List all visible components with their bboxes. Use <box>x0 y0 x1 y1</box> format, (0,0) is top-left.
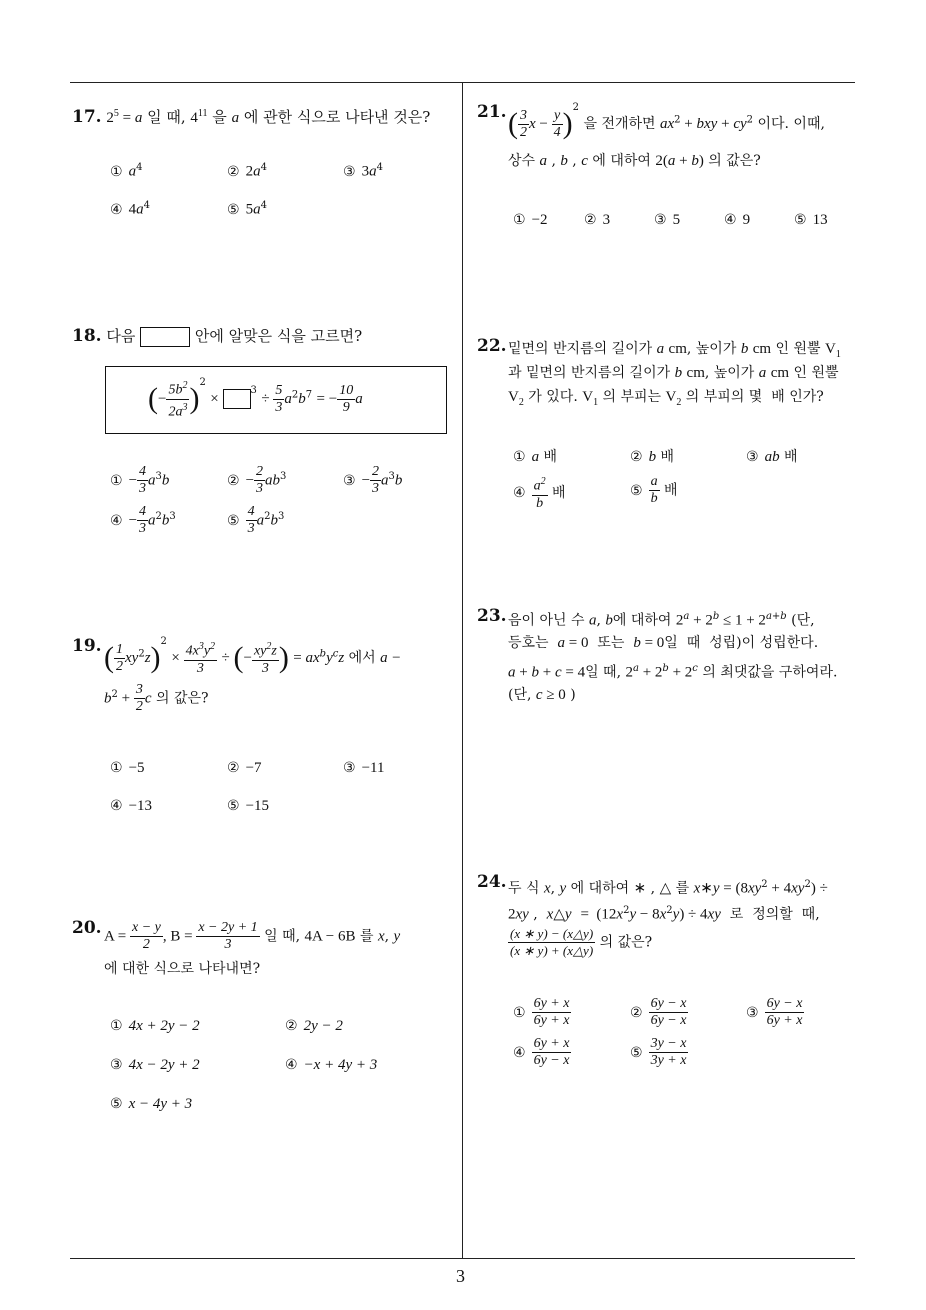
choice-4[interactable]: ④ − $\frac{4}{3}$ $a^2b^3$ <box>110 504 176 536</box>
stem-tail: 의 값은? <box>155 690 209 707</box>
choice-5[interactable]: ⑤ $\frac{a}{b}$ 배 <box>630 474 678 506</box>
choice-4[interactable]: ④ −x + 4y + 3 <box>285 1057 378 1073</box>
choice-3[interactable]: ③ $\frac{6y - x}{6y + x}$ <box>746 996 803 1028</box>
stem-tail: 의 값은? <box>599 934 653 951</box>
question-21-stem-line2: 상수 a , b , c 에 대하여 2(a + b) 의 값은? <box>508 153 761 169</box>
choice-4[interactable]: ④ $4a^4$ <box>110 200 150 218</box>
stem-after: 안에 알맞은 식을 고르면? <box>194 327 363 345</box>
question-number: 18. <box>72 326 102 346</box>
choice-4[interactable]: ④ 9 <box>724 212 751 228</box>
choice-5[interactable]: ⑤ $\frac{3y - x}{3y + x}$ <box>630 1036 687 1068</box>
choice-1[interactable]: ① $\frac{6y + x}{6y + x}$ <box>513 996 570 1028</box>
choice-3[interactable]: ③ 5 <box>654 212 681 228</box>
page-number: 3 <box>456 1266 465 1286</box>
choice-2[interactable]: ② $2a^4$ <box>227 162 267 180</box>
choice-1[interactable]: ① a 배 <box>513 449 558 465</box>
question-18 <box>72 322 457 350</box>
question-17 <box>72 100 457 132</box>
question-24-line2: 2xy , x△y = $(12x^2y - 8x^2y) \div 4xy$ 로 정의할 때, <box>508 905 820 923</box>
choice-1[interactable]: ① 4x + 2y − 2 <box>110 1018 200 1034</box>
choice-3[interactable]: ③ − $\frac{2}{3}$ $a^3b$ <box>343 464 403 496</box>
question-number-24: 24. <box>477 872 507 892</box>
question-number-19: 19. <box>72 636 102 656</box>
choice-4[interactable]: ④ $\frac{a^2}{b}$ 배 <box>513 476 566 511</box>
choice-2[interactable]: ② − $\frac{2}{3}$ $ab^3$ <box>227 464 287 496</box>
question-24-line3: $\frac{(x ∗ y) - (x\triangle y)}{(x ∗ y) + (x\triangle y)}$ 의 값은? <box>510 926 653 958</box>
choice-2[interactable]: ② b 배 <box>630 449 675 465</box>
choice-5[interactable]: ⑤ 13 <box>794 212 828 228</box>
answer-blank-box <box>140 327 190 347</box>
choice-5[interactable]: ⑤ $\frac{4}{3}$ $a^2b^3$ <box>227 504 285 536</box>
question-22-line2: 과 밑면의 반지름의 길이가 b cm, 높이가 a cm 인 원뿔 <box>508 365 839 381</box>
choice-4[interactable]: ④ $\frac{6y + x}{6y - x}$ <box>513 1036 570 1068</box>
choice-5[interactable]: ⑤ x − 4y + 3 <box>110 1096 193 1112</box>
bottom-rule <box>70 1258 855 1259</box>
question-stem: $2^5 = a$ 일 때, $4^{11}$ 을 a 에 관한 식으로 나타낸 것은? <box>106 108 431 126</box>
question-23-line2: 등호는 a = 0 또는 b = 0일 때 성립)이 성립한다. <box>508 635 819 651</box>
question-23-line3: a + b + c = 4일 때, $2^a + 2^b + 2^c$ 의 최댓값을 구하여라. <box>508 663 838 681</box>
question-number-22: 22. <box>477 336 507 356</box>
choice-2[interactable]: ② $\frac{6y - x}{6y - x}$ <box>630 996 687 1028</box>
question-22-line1: 밑면의 반지름의 길이가 a cm, 높이가 b cm 인 원뿔 $V_1$ <box>508 341 841 360</box>
choice-2[interactable]: ② −7 <box>227 760 262 776</box>
choice-3[interactable]: ③ 4x − 2y + 2 <box>110 1057 200 1073</box>
stem-suffix: 에서 <box>348 650 376 666</box>
question-22-line3: $V_2$ 가 있다. $V_1$ 의 부피는 $V_2$ 의 부피의 몇 배 인가? <box>508 389 824 408</box>
choice-4[interactable]: ④ −13 <box>110 798 153 814</box>
choice-2[interactable]: ② 2y − 2 <box>285 1018 343 1034</box>
choice-1[interactable]: ① −2 <box>513 212 548 228</box>
choice-5[interactable]: ⑤ $5a^4$ <box>227 200 267 218</box>
stem-before: 다음 <box>106 327 136 345</box>
question-20-stem-line2: 에 대한 식으로 나타내면? <box>104 961 261 977</box>
choice-1[interactable]: ① −5 <box>110 760 145 776</box>
column-divider <box>462 82 463 1258</box>
question-24-line1: 두 식 x, y 에 대하여 ∗ , △ 를 x∗y = $(8xy^2 + 4xy^2)$ ÷ <box>508 879 828 897</box>
choice-1[interactable]: ① − $\frac{4}{3}$ $a^3b$ <box>110 464 170 496</box>
question-number-20: 20. <box>72 918 102 938</box>
choice-3[interactable]: ③ $3a^4$ <box>343 162 383 180</box>
question-23-line1: 음이 아닌 수 a, b에 대하여 $2^a + 2^b \le 1 + 2^{a+b}$ (단, <box>508 611 815 629</box>
equation: (− $\frac{5b^2}{2a^3}$ )$^2$ × $^3$ ÷ $\frac{5}{3}$ $a^2b^7$ = − $\frac{10}{9}$ a <box>148 377 363 420</box>
choice-3[interactable]: ③ ab 배 <box>746 449 798 465</box>
question-21-stem-line1: ( $\frac{3}{2}$ x − $\frac{y}{4}$ )$^2$ 을 전개하면 $ax^2$ + bxy + $cy^2$ 이다. 이때, <box>508 102 825 140</box>
question-20-stem-line1: A = $\frac{x - y}{2}$ , B = $\frac{x - 2y + 1}{3}$ 일 때, 4A − 6B 를 x, y <box>104 920 401 952</box>
question-number-21: 21. <box>477 102 507 122</box>
question-number: 17. <box>72 107 102 127</box>
equation-box <box>105 366 447 434</box>
question-19-stem-line1: ( $\frac{1}{2}$ $xy^2z)^2$ × $\frac{4x^3y^2}{3}$ ÷ (− $\frac{xy^2z}{3}$ ) = $ax^by^cz$ 에서 a − <box>104 636 401 676</box>
choice-5[interactable]: ⑤ −15 <box>227 798 270 814</box>
question-23-line4: (단, c ≥ 0 ) <box>508 687 576 703</box>
choice-1[interactable]: ① $a^4$ <box>110 162 143 180</box>
choice-2[interactable]: ② 3 <box>584 212 611 228</box>
question-number-23: 23. <box>477 606 507 626</box>
choice-3[interactable]: ③ −11 <box>343 760 385 776</box>
question-19-stem-line2: $b^2$ + $\frac{3}{2}$ c 의 값은? <box>104 682 209 714</box>
